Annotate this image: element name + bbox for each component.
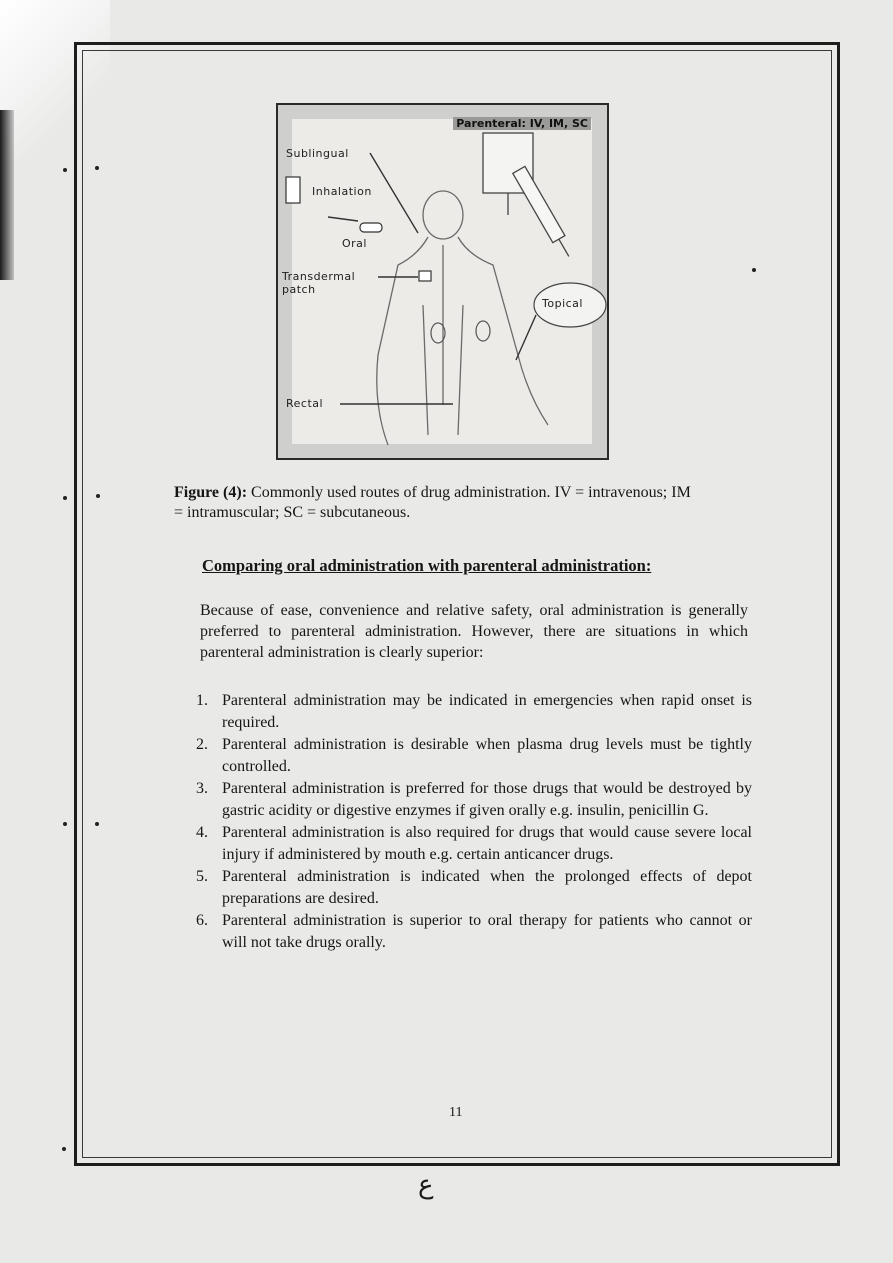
- margin-dot: [62, 1147, 66, 1151]
- list-item-number: 6.: [196, 912, 208, 929]
- figure-caption: [174, 483, 694, 523]
- figure-label-inhalation: Inhalation: [312, 185, 372, 198]
- list-item-text: Parenteral administration is indicated when the prolonged effects of depot preparations are desired.: [222, 868, 752, 907]
- figure-label-oral: Oral: [342, 237, 367, 250]
- figure-label-transdermal: Transdermal: [282, 270, 356, 283]
- parenteral-reasons-list: [196, 690, 752, 954]
- margin-dot: [63, 496, 67, 500]
- list-item: [196, 866, 752, 909]
- list-item-text: Parenteral administration is also required for drugs that would cause severe local injury if administered by mouth e.g. certain anticancer drugs.: [222, 824, 752, 863]
- list-item: [196, 734, 752, 777]
- list-item-text: Parenteral administration is superior to oral therapy for patients who cannot or will not take drugs orally.: [222, 912, 752, 951]
- margin-dot: [95, 166, 99, 170]
- intro-paragraph: Because of ease, convenience and relative safety, oral administration is generally preferred to parenteral administration. However, there are situations in which parenteral administration is clearly superior:: [200, 602, 748, 661]
- list-item-text: Parenteral administration is desirable when plasma drug levels must be tightly controlled.: [222, 736, 752, 775]
- page-number: 11: [449, 1105, 463, 1120]
- figure-label-topical: Topical: [542, 297, 583, 310]
- list-item-text: Parenteral administration is preferred for those drugs that would be destroyed by gastric acidity or digestive enzymes if given orally e.g. insulin, penicillin G.: [222, 780, 752, 819]
- figure-label-rectal: Rectal: [286, 397, 324, 410]
- list-item: [196, 778, 752, 821]
- margin-dot: [752, 268, 756, 272]
- section-heading: Comparing oral administration with parenteral administration:: [202, 556, 652, 575]
- figure-caption-label: Figure (4):: [174, 484, 248, 501]
- handwritten-mark: ع: [418, 1170, 434, 1200]
- drug-routes-figure: [276, 103, 609, 460]
- figure-label-sublingual: Sublingual: [286, 147, 349, 160]
- list-item-number: 4.: [196, 824, 208, 841]
- margin-dot: [95, 822, 99, 826]
- margin-dot: [63, 822, 67, 826]
- list-item-number: 1.: [196, 692, 208, 709]
- list-item: [196, 690, 752, 733]
- figure-label-patch: patch: [282, 283, 316, 296]
- list-item-number: 2.: [196, 736, 208, 753]
- scan-dark-edge: [0, 110, 14, 280]
- margin-dot: [63, 168, 67, 172]
- list-item: [196, 910, 752, 953]
- list-item: [196, 822, 752, 865]
- list-item-number: 3.: [196, 780, 208, 797]
- list-item-text: Parenteral administration may be indicated in emergencies when rapid onset is required.: [222, 692, 752, 731]
- list-item-number: 5.: [196, 868, 208, 885]
- figure-header-parenteral: Parenteral: IV, IM, SC: [453, 117, 591, 130]
- margin-dot: [96, 494, 100, 498]
- figure-caption-text: Commonly used routes of drug administration. IV = intravenous; IM = intramuscular; SC = subcutaneous.: [174, 484, 691, 521]
